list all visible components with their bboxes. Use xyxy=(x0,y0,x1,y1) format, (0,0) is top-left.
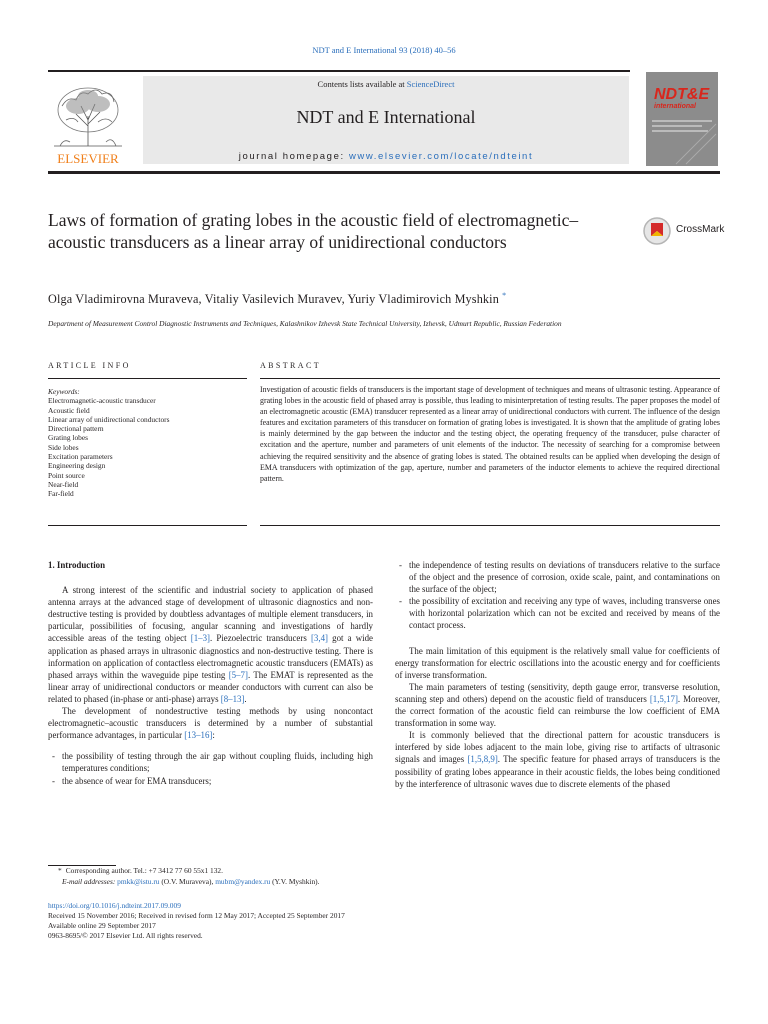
homepage-prefix: journal homepage: xyxy=(238,151,349,162)
intro-paragraph-1 xyxy=(48,584,373,705)
corresponding-author-note xyxy=(48,866,388,877)
body-column-right xyxy=(395,559,720,790)
list-item xyxy=(48,775,373,787)
list-item-text: the independence of testing results on deviations of transducers relative to the surface of the object and the presence of corrosion, oxide scale, paint, and contaminations on the surface of the object; xyxy=(409,560,720,595)
masthead-rule xyxy=(48,171,720,174)
footnote-mark: * xyxy=(58,866,62,875)
crossmark-label: CrossMark xyxy=(676,224,725,235)
author-list xyxy=(48,291,728,307)
bullet-dash: - xyxy=(52,751,55,762)
advantages-list-left xyxy=(48,750,373,786)
keyword-item: Directional pattern xyxy=(48,424,104,434)
keyword-item: Electromagnetic-acoustic transducer xyxy=(48,396,156,406)
citation-link[interactable]: [1,5,8,9] xyxy=(467,754,498,765)
footnote xyxy=(48,866,388,887)
keywords-list xyxy=(48,396,248,498)
journal-title: NDT and E International xyxy=(296,107,476,127)
paragraph-text: . The specific feature for phased arrays of transducers is the possibility of grating lobes appearance in their acoustic fields, the lobes being conditioned by the interference of ultrasonic waves due to discrete elements of the phased xyxy=(395,754,720,789)
crossmark-badge[interactable] xyxy=(642,216,724,244)
journal-cover[interactable] xyxy=(646,72,718,166)
paragraph-text: . The EMAT is represented as the linear array of unidirectional conductors or meander conductors with current can also be related to phased (in-phase or anti-phase) arrays xyxy=(48,669,373,704)
paragraph-text: got a wide application as phased arrays in ultrasonic diagnostics and non-destructive testing. There is information on application of contactless electromagnetic acoustic transducers (EMATs) as phased arrays within the waveguide pipe testing xyxy=(48,633,373,680)
email-note xyxy=(48,877,388,888)
intro-paragraph-3 xyxy=(395,645,720,681)
abstract-rule xyxy=(260,378,720,379)
cover-artwork xyxy=(646,116,718,166)
bullet-dash: - xyxy=(399,560,402,570)
advantages-list-right xyxy=(395,559,720,632)
body-column-left xyxy=(48,559,373,787)
cover-title: NDT&E xyxy=(654,86,710,103)
doi-link[interactable]: https://doi.org/10.1016/j.ndteint.2017.09.009 xyxy=(48,901,181,910)
cover-subtitle: international xyxy=(654,103,697,110)
keyword-item: Grating lobes xyxy=(48,433,89,443)
keyword-item: Engineering design xyxy=(48,461,106,471)
keyword-item: Excitation parameters xyxy=(48,452,113,462)
section-heading-introduction: 1. Introduction xyxy=(48,560,106,570)
list-item xyxy=(48,750,373,774)
author-names: Olga Vladimirovna Muraveva, Vitaliy Vasilevich Muravev, Yuriy Vladimirovich Myshkin xyxy=(48,292,499,307)
contents-prefix: Contents lists available at xyxy=(317,79,407,89)
intro-paragraph-5 xyxy=(395,729,720,789)
crossmark-icon xyxy=(642,216,672,246)
keywords-block xyxy=(48,387,248,499)
intro-paragraph-2 xyxy=(48,705,373,741)
keyword-item: Near-field xyxy=(48,479,79,489)
list-item-text: the absence of wear for EMA transducers; xyxy=(62,775,212,786)
keyword-item: Side lobes xyxy=(48,442,79,452)
citation-link[interactable]: [1–3] xyxy=(190,633,210,644)
abstract-heading: ABSTRACT xyxy=(260,361,321,370)
affiliation: Department of Measurement Control Diagnostic Instruments and Techniques, Kalashnikov Izhevsk State Technical University, Izhevsk, Udmurt Republic, Russian Federation xyxy=(48,319,562,328)
contents-line xyxy=(143,79,629,89)
paper-title: Laws of formation of grating lobes in the acoustic field of electromagnetic–acoustic transducers as a linear array of unidirectional conductors xyxy=(48,210,579,252)
paragraph-text: The main parameters of testing (sensitivity, depth gauge error, transverse resolution, scanning step and others) depend on the acoustic field of transducers xyxy=(395,681,720,704)
journal-homepage xyxy=(143,151,629,162)
abstract-text: Investigation of acoustic fields of transducers is the important stage of development of techniques and means of ultrasonic testing. Appearance of grating lobes in the acoustic field of phased array is possible, thus leading to misinterpretation of testing results. The paper proposes the model of an electromagnetic acoustic (EMA) transducer represented as a linear array of unidirectional conductors with current. The influence of the design features and excitation parameters of this transducer on formation of grating lobes is investigated. It is shown that the amplitude of grating lobes is mainly determined by the gap between the inductor and the testing object, the operating frequency of the transducer, pulse character of excitation and the aperture, number and parameters of unit elements of the inductor. The necessity of searching for a compromise between achieving the required sensitivity and the absence of grating lobes is stated. The obtained results can be applied when developing the design of EMA transducers with optimization of the gap, aperture, number and parameters of the inductor elements to achieve the required directional pattern. xyxy=(260,385,720,483)
paragraph-text: : xyxy=(212,730,215,741)
citation-link[interactable]: [8–13] xyxy=(220,693,245,704)
corresponding-author-mark[interactable]: * xyxy=(502,291,507,300)
email-name-2: (Y.V. Myshkin). xyxy=(270,876,320,886)
bullet-dash: - xyxy=(399,596,402,607)
abstract-bottom-rule xyxy=(260,525,720,526)
citation-link[interactable]: [1,5,17] xyxy=(649,693,678,704)
paragraph-text: The development of nondestructive testing methods by using noncontact electromagnetic–acoustic transducers is determined by a number of substantial performance advantages, in particular xyxy=(48,706,373,741)
corresponding-author-text: Corresponding author. Tel.: +7 3412 77 60 55x1 132. xyxy=(65,866,223,875)
email-label: E-mail addresses: xyxy=(62,876,118,886)
citation-link[interactable]: [5–7] xyxy=(228,669,248,680)
copyright: 0963-8695/© 2017 Elsevier Ltd. All rights reserved. xyxy=(48,931,203,940)
journal-citation[interactable]: NDT and E International 93 (2018) 40–56 xyxy=(312,45,456,55)
paragraph-text: . Moreover, the correct formation of the acoustic field can reimburse the low coefficient of EMA transformation in some way. xyxy=(395,693,720,729)
list-item xyxy=(395,595,720,631)
elsevier-wordmark: ELSEVIER xyxy=(57,151,119,166)
keyword-item: Far-field xyxy=(48,489,74,499)
email-name-1: (O.V. Muraveva), xyxy=(159,876,216,886)
bullet-dash: - xyxy=(52,775,55,786)
keyword-item: Acoustic field xyxy=(48,405,90,415)
keywords-label: Keywords: xyxy=(48,387,80,396)
intro-paragraph-4 xyxy=(395,681,720,729)
keyword-item: Linear array of unidirectional conductors xyxy=(48,414,170,424)
list-item xyxy=(395,559,720,595)
email-link-1[interactable]: pmkk@istu.ru xyxy=(117,876,160,886)
paragraph-text: . xyxy=(244,693,247,704)
citation-link[interactable]: [13–16] xyxy=(184,730,213,741)
list-item-text: the possibility of testing through the air gap without coupling fluids, including high temperatures conditions; xyxy=(62,751,373,774)
article-info-heading: ARTICLE INFO xyxy=(48,361,131,370)
article-info-rule xyxy=(48,378,247,379)
homepage-link[interactable]: www.elsevier.com/locate/ndteint xyxy=(348,151,534,162)
paragraph-text: A strong interest of the scientific and industrial society to application of phased antenna arrays at the advanced stage of development of ultrasonic diagnostics and non-destructive testing is provided by doubtless advantages of multiple element transducers, in particular, possibilities of focusing, angular scanning and investigations of hardly accessible areas of the testing object xyxy=(48,585,373,644)
top-rule xyxy=(48,70,630,72)
paragraph-text: . Piezoelectric transducers xyxy=(210,633,311,644)
citation-link[interactable]: [3,4] xyxy=(310,633,328,644)
elsevier-logo xyxy=(48,76,128,166)
article-info-bottom-rule xyxy=(48,525,247,526)
received-dates: Received 15 November 2016; Received in revised form 12 May 2017; Accepted 25 September 2017 xyxy=(48,911,345,920)
paragraph-text: The main limitation of this equipment is the relatively small value for coefficients of energy transformation for electric oscillations into the acoustic energy and for coefficients of inverse transformation. xyxy=(395,645,720,680)
article-history xyxy=(48,901,548,941)
sciencedirect-link[interactable]: ScienceDirect xyxy=(406,79,455,89)
online-date: Available online 29 September 2017 xyxy=(48,921,156,930)
list-item-text: the possibility of excitation and receiving any type of waves, including transverse ones with horizontal polarization which can not be excited and received by means of the contact process. xyxy=(409,596,720,631)
keyword-item: Point source xyxy=(48,470,85,480)
email-link-2[interactable]: mubm@yandex.ru xyxy=(215,876,271,886)
paragraph-text: It is commonly believed that the directional pattern for acoustic transducers is interfered by side lobes adjacent to the main lobe, giving rise to artifacts of ultrasonic signals and images xyxy=(395,730,720,765)
